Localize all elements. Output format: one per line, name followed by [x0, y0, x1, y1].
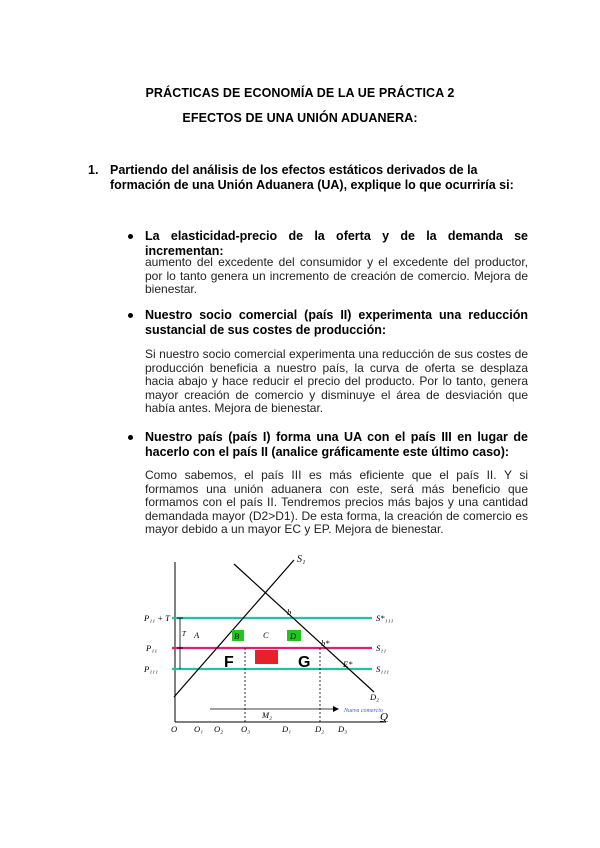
demand-curve: [234, 564, 374, 692]
practice-title: PRÁCTICAS DE ECONOMÍA DE LA UE PRÁCTICA 2: [145, 86, 455, 100]
item-2-answer: Si nuestro socio comercial experimenta una reducción de sus costes de producción beneficia a nuestro país, la curva de oferta se desplaza hacia abajo y hace reducir el precio del producto. Por lo tanto, genera mayor creación de comercio y disminuye el área de desviación que había antes. Mejora de bienestar.: [145, 347, 528, 416]
s1-label: S₁: [297, 554, 306, 565]
area-g-label: G: [298, 654, 311, 671]
supply-curve-s1: [174, 560, 294, 697]
item-3-heading-text: Nuestro país (país I) forma una UA con el país III en lugar de hacerlo con el país II (analice gráficamente este último caso):: [145, 430, 528, 459]
area-d-label: D: [290, 631, 297, 641]
tick-label: O₃: [241, 724, 251, 734]
tick-label: D₁: [282, 724, 292, 734]
price-mid-label: P₁₁: [146, 643, 158, 653]
tick-label: D₃: [338, 724, 348, 734]
bullet-icon: [128, 234, 133, 239]
question-text: Partiendo del análisis de los efectos estáticos derivados de la formación de una Unión Aduanera (UA), explique lo que ocurriría si:: [110, 163, 514, 192]
area-e-rect: [255, 650, 278, 664]
area-b-label: B: [234, 631, 240, 641]
price-low-label: P₁₁₁: [144, 664, 159, 674]
tariff-label: T: [182, 630, 186, 638]
section-title: EFECTOS DE UNA UNIÓN ADUANERA:: [182, 111, 418, 125]
price-top-label: P₁₁ + T: [144, 613, 170, 623]
tick-label: O₂: [214, 724, 224, 734]
line-low-label: S₁₁₁: [376, 664, 390, 674]
bullet-icon: [128, 435, 133, 440]
item-1-heading-text: La elasticidad-precio de la oferta y de la demanda se incrementan:: [145, 229, 528, 258]
line-top-label: S*₁₁₁: [376, 613, 394, 623]
area-a-label: A: [194, 630, 200, 640]
tick-label: D₂: [315, 724, 325, 734]
q-axis-label: Q: [380, 711, 388, 723]
item-3-heading: [128, 430, 528, 460]
item-3-answer: Como sabemos, el país III es más eficiente que el país II. Y si formamos una unión aduanera con este, será más beneficio que formamos con el país II. Tendremos precios más bajos y una cantidad demandada mayor (D2>D1). De esta forma, la creación de comercio es mayor debido a un mayor EC y EP. Mejora de bienestar.: [145, 468, 528, 537]
point-b-label: b: [287, 607, 292, 617]
customs-union-graph: [144, 548, 400, 740]
question-number: 1.: [88, 163, 99, 177]
bullet-icon: [128, 313, 133, 318]
item-2-heading-text: Nuestro socio comercial (país II) experimenta una reducción sustancial de sus costes de producción:: [145, 308, 528, 337]
point-estar-label: E*: [343, 659, 353, 669]
m2-label: M₂: [262, 710, 273, 720]
tick-label: O₁: [194, 724, 204, 734]
point-bstar-label: b*: [321, 638, 330, 648]
line-mid-label: S₁₁: [376, 643, 387, 653]
item-2-heading: [128, 308, 528, 338]
area-f-label: F: [224, 654, 234, 671]
question-1: [88, 163, 528, 193]
area-c-label: C: [263, 630, 269, 640]
note-label: Nueva comercio: [344, 708, 383, 714]
tick-label: O: [171, 724, 178, 734]
d2-label: D₂: [370, 692, 380, 702]
item-1-answer: aumento del excedente del consumidor y el excedente del productor, por lo tanto genera un incremento de creación de comercio. Mejora de bienestar.: [145, 255, 528, 297]
